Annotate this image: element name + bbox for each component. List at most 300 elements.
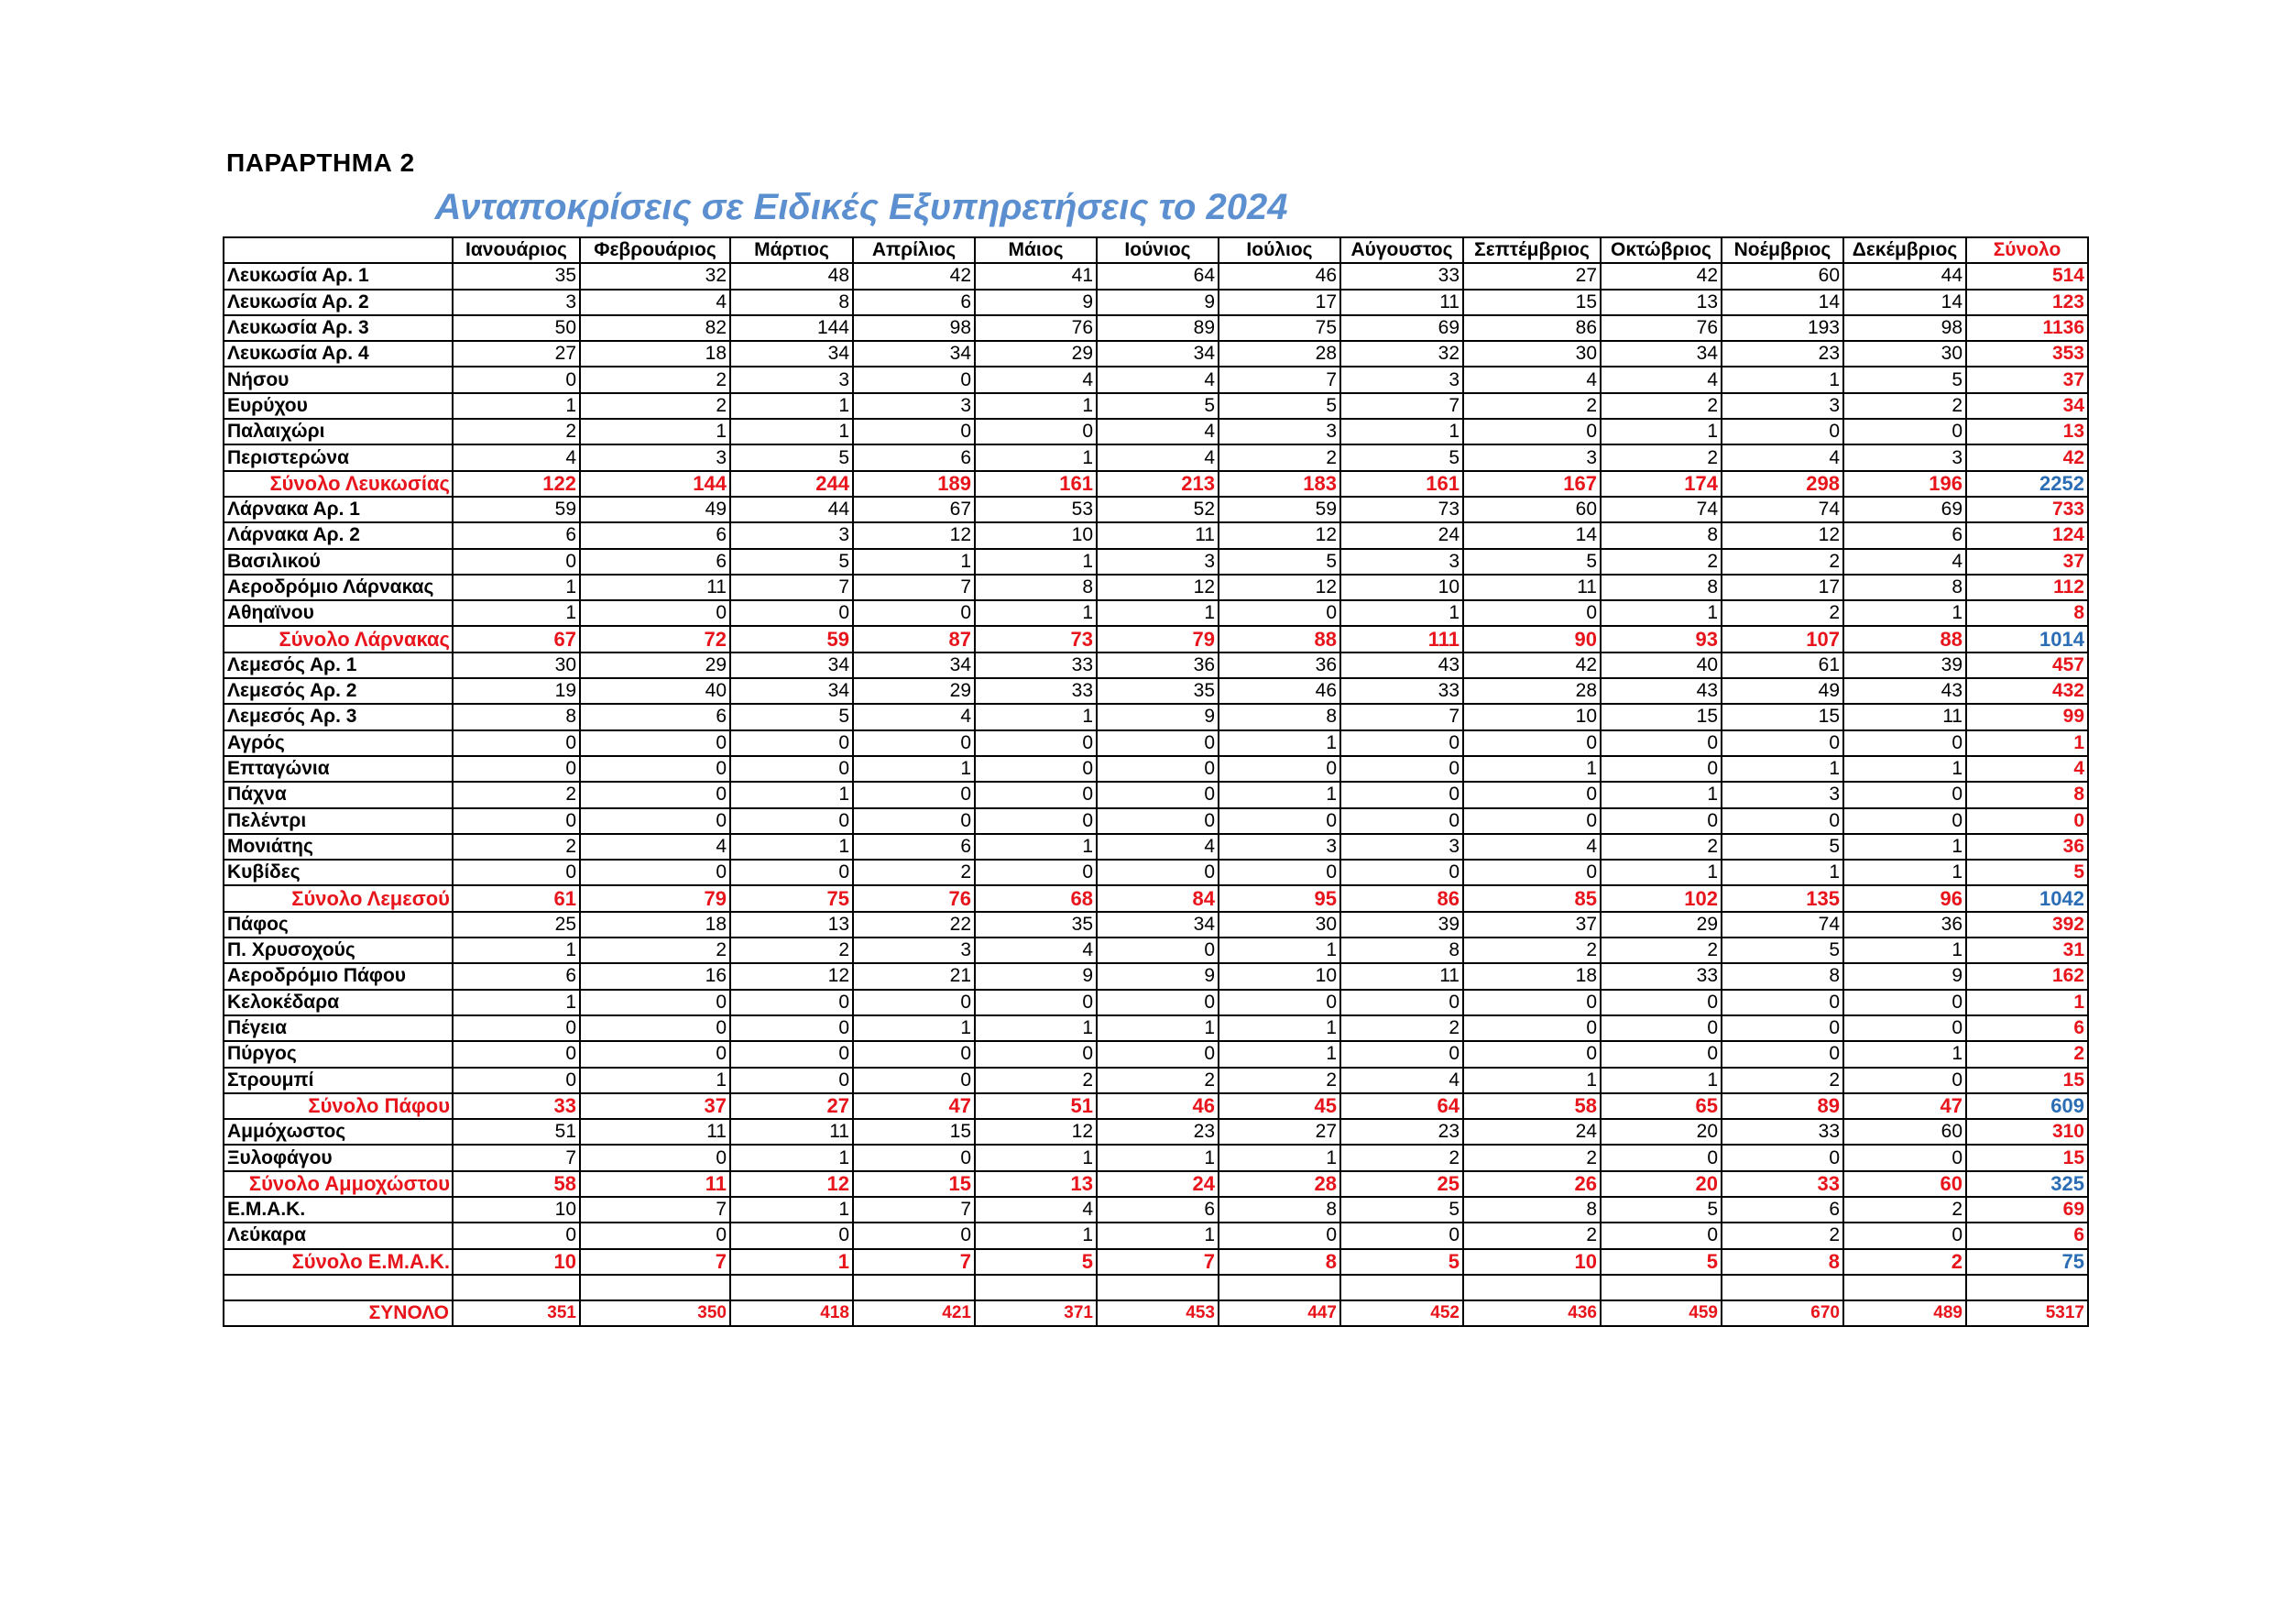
table-row bbox=[224, 1119, 2088, 1145]
month-value-cell: 1 bbox=[975, 549, 1097, 575]
month-value-cell: 7 bbox=[1340, 393, 1463, 419]
month-value-cell: 11 bbox=[1463, 575, 1601, 600]
month-value-cell: 22 bbox=[853, 912, 975, 938]
month-value-cell: 0 bbox=[580, 1041, 730, 1067]
month-value-cell: 0 bbox=[730, 756, 853, 782]
month-value-cell: 11 bbox=[580, 1119, 730, 1145]
month-value-cell: 75 bbox=[1219, 315, 1340, 341]
month-value-cell: 1 bbox=[1097, 1223, 1219, 1248]
month-value-cell: 12 bbox=[1722, 522, 1843, 548]
row-total-cell: 75 bbox=[1966, 1249, 2088, 1275]
month-value-cell: 47 bbox=[1843, 1093, 1966, 1119]
month-value-cell: 0 bbox=[853, 367, 975, 392]
month-value-cell: 298 bbox=[1722, 471, 1843, 497]
month-value-cell: 3 bbox=[1219, 419, 1340, 444]
table-row bbox=[224, 963, 2088, 989]
month-value-cell: 59 bbox=[1219, 497, 1340, 522]
month-value-cell: 11 bbox=[580, 1171, 730, 1197]
month-value-cell: 0 bbox=[1601, 990, 1722, 1015]
month-value-cell: 25 bbox=[1340, 1171, 1463, 1197]
month-value-cell: 8 bbox=[453, 704, 580, 729]
blank-cell bbox=[1219, 1275, 1340, 1300]
month-value-cell: 161 bbox=[1340, 471, 1463, 497]
month-value-cell: 13 bbox=[1601, 290, 1722, 315]
month-value-cell: 350 bbox=[580, 1300, 730, 1326]
month-value-cell: 135 bbox=[1722, 885, 1843, 911]
month-value-cell: 0 bbox=[1843, 1015, 1966, 1041]
table-row bbox=[224, 834, 2088, 860]
month-value-cell: 0 bbox=[1219, 756, 1340, 782]
month-value-cell: 453 bbox=[1097, 1300, 1219, 1326]
month-value-cell: 0 bbox=[1722, 419, 1843, 444]
month-value-cell: 30 bbox=[1219, 912, 1340, 938]
month-value-cell: 0 bbox=[1601, 756, 1722, 782]
row-total-cell: 99 bbox=[1966, 704, 2088, 729]
month-value-cell: 0 bbox=[730, 808, 853, 834]
month-value-cell: 1 bbox=[1843, 600, 1966, 626]
month-value-cell: 67 bbox=[453, 626, 580, 652]
month-value-cell: 8 bbox=[1340, 938, 1463, 963]
month-value-cell: 12 bbox=[1097, 575, 1219, 600]
month-value-cell: 6 bbox=[1097, 1197, 1219, 1223]
month-value-cell: 0 bbox=[580, 730, 730, 756]
row-label: Λευκωσία Αρ. 1 bbox=[224, 263, 453, 289]
table-row bbox=[224, 652, 2088, 678]
month-value-cell: 27 bbox=[1219, 1119, 1340, 1145]
subtotal-row bbox=[224, 1093, 2088, 1119]
row-total-cell: 13 bbox=[1966, 419, 2088, 444]
month-value-cell: 96 bbox=[1843, 885, 1966, 911]
month-value-cell: 1 bbox=[1097, 600, 1219, 626]
row-label: Σύνολο Πάφου bbox=[224, 1093, 453, 1119]
month-value-cell: 18 bbox=[580, 341, 730, 367]
month-value-cell: 0 bbox=[975, 808, 1097, 834]
header-month: Απρίλιος bbox=[853, 237, 975, 263]
table-row bbox=[224, 393, 2088, 419]
row-label: Π. Χρυσοχούς bbox=[224, 938, 453, 963]
month-value-cell: 6 bbox=[453, 522, 580, 548]
month-value-cell: 7 bbox=[453, 1145, 580, 1170]
month-value-cell: 40 bbox=[1601, 652, 1722, 678]
month-value-cell: 93 bbox=[1601, 626, 1722, 652]
month-value-cell: 2 bbox=[730, 938, 853, 963]
month-value-cell: 1 bbox=[853, 549, 975, 575]
header-month: Μάιος bbox=[975, 237, 1097, 263]
month-value-cell: 33 bbox=[1340, 678, 1463, 704]
month-value-cell: 82 bbox=[580, 315, 730, 341]
month-value-cell: 2 bbox=[1340, 1145, 1463, 1170]
table-row bbox=[224, 1197, 2088, 1223]
month-value-cell: 98 bbox=[1843, 315, 1966, 341]
row-total-cell: 392 bbox=[1966, 912, 2088, 938]
month-value-cell: 4 bbox=[453, 444, 580, 470]
month-value-cell: 0 bbox=[1219, 1223, 1340, 1248]
month-value-cell: 7 bbox=[580, 1197, 730, 1223]
month-value-cell: 4 bbox=[580, 290, 730, 315]
row-total-cell: 353 bbox=[1966, 341, 2088, 367]
month-value-cell: 0 bbox=[853, 419, 975, 444]
month-value-cell: 1 bbox=[1340, 600, 1463, 626]
row-label: Κυβίδες bbox=[224, 860, 453, 885]
month-value-cell: 3 bbox=[730, 522, 853, 548]
subtotal-row bbox=[224, 1249, 2088, 1275]
month-value-cell: 32 bbox=[580, 263, 730, 289]
month-value-cell: 15 bbox=[853, 1119, 975, 1145]
month-value-cell: 17 bbox=[1722, 575, 1843, 600]
month-value-cell: 46 bbox=[1097, 1093, 1219, 1119]
month-value-cell: 0 bbox=[1219, 808, 1340, 834]
month-value-cell: 26 bbox=[1463, 1171, 1601, 1197]
month-value-cell: 0 bbox=[1340, 990, 1463, 1015]
row-label: Αεροδρόμιο Πάφου bbox=[224, 963, 453, 989]
header-row bbox=[224, 237, 2088, 263]
month-value-cell: 1 bbox=[1843, 1041, 1966, 1067]
month-value-cell: 37 bbox=[580, 1093, 730, 1119]
month-value-cell: 3 bbox=[1463, 444, 1601, 470]
month-value-cell: 4 bbox=[1601, 367, 1722, 392]
month-value-cell: 4 bbox=[1340, 1068, 1463, 1093]
month-value-cell: 0 bbox=[975, 860, 1097, 885]
month-value-cell: 9 bbox=[1843, 963, 1966, 989]
month-value-cell: 0 bbox=[580, 782, 730, 807]
month-value-cell: 0 bbox=[1219, 990, 1340, 1015]
month-value-cell: 10 bbox=[453, 1249, 580, 1275]
month-value-cell: 58 bbox=[453, 1171, 580, 1197]
row-label: Λεμεσός Αρ. 1 bbox=[224, 652, 453, 678]
month-value-cell: 0 bbox=[1097, 782, 1219, 807]
row-total-cell: 4 bbox=[1966, 756, 2088, 782]
table-row bbox=[224, 290, 2088, 315]
month-value-cell: 79 bbox=[580, 885, 730, 911]
month-value-cell: 0 bbox=[1097, 756, 1219, 782]
month-value-cell: 0 bbox=[580, 1145, 730, 1170]
month-value-cell: 0 bbox=[1463, 730, 1601, 756]
month-value-cell: 1 bbox=[975, 393, 1097, 419]
table-row bbox=[224, 444, 2088, 470]
month-value-cell: 39 bbox=[1340, 912, 1463, 938]
month-value-cell: 10 bbox=[975, 522, 1097, 548]
month-value-cell: 2 bbox=[1097, 1068, 1219, 1093]
row-label: Λεύκαρα bbox=[224, 1223, 453, 1248]
month-value-cell: 0 bbox=[1843, 782, 1966, 807]
month-value-cell: 42 bbox=[1601, 263, 1722, 289]
blank-cell bbox=[1340, 1275, 1463, 1300]
month-value-cell: 1 bbox=[1097, 1145, 1219, 1170]
table-row bbox=[224, 1015, 2088, 1041]
month-value-cell: 0 bbox=[853, 1041, 975, 1067]
blank-cell bbox=[975, 1275, 1097, 1300]
page-title: Ανταποκρίσεις σε Ειδικές Εξυπηρετήσεις το 2024 bbox=[434, 187, 1288, 227]
month-value-cell: 6 bbox=[853, 834, 975, 860]
table-row bbox=[224, 600, 2088, 626]
month-value-cell: 12 bbox=[730, 1171, 853, 1197]
month-value-cell: 3 bbox=[730, 367, 853, 392]
row-total-cell: 1 bbox=[1966, 990, 2088, 1015]
month-value-cell: 0 bbox=[853, 730, 975, 756]
month-value-cell: 46 bbox=[1219, 678, 1340, 704]
month-value-cell: 4 bbox=[1097, 444, 1219, 470]
row-label: Στρουμπί bbox=[224, 1068, 453, 1093]
month-value-cell: 1 bbox=[1219, 1015, 1340, 1041]
month-value-cell: 34 bbox=[853, 341, 975, 367]
month-value-cell: 1 bbox=[975, 600, 1097, 626]
table-row bbox=[224, 730, 2088, 756]
month-value-cell: 23 bbox=[1097, 1119, 1219, 1145]
row-total-cell: 733 bbox=[1966, 497, 2088, 522]
month-value-cell: 0 bbox=[1340, 808, 1463, 834]
month-value-cell: 3 bbox=[1097, 549, 1219, 575]
month-value-cell: 13 bbox=[730, 912, 853, 938]
month-value-cell: 1 bbox=[1219, 730, 1340, 756]
row-total-cell: 124 bbox=[1966, 522, 2088, 548]
month-value-cell: 0 bbox=[853, 600, 975, 626]
month-value-cell: 11 bbox=[1097, 522, 1219, 548]
month-value-cell: 2 bbox=[975, 1068, 1097, 1093]
month-value-cell: 25 bbox=[453, 912, 580, 938]
row-total-cell: 8 bbox=[1966, 782, 2088, 807]
month-value-cell: 33 bbox=[1340, 263, 1463, 289]
month-value-cell: 5 bbox=[1722, 938, 1843, 963]
month-value-cell: 5 bbox=[730, 704, 853, 729]
month-value-cell: 4 bbox=[1463, 834, 1601, 860]
month-value-cell: 61 bbox=[453, 885, 580, 911]
month-value-cell: 0 bbox=[853, 990, 975, 1015]
month-value-cell: 0 bbox=[853, 808, 975, 834]
month-value-cell: 0 bbox=[1601, 730, 1722, 756]
month-value-cell: 29 bbox=[975, 341, 1097, 367]
month-value-cell: 64 bbox=[1097, 263, 1219, 289]
month-value-cell: 49 bbox=[580, 497, 730, 522]
month-value-cell: 2 bbox=[1722, 600, 1843, 626]
month-value-cell: 0 bbox=[853, 1068, 975, 1093]
month-value-cell: 0 bbox=[1463, 419, 1601, 444]
month-value-cell: 0 bbox=[453, 1041, 580, 1067]
month-value-cell: 49 bbox=[1722, 678, 1843, 704]
month-value-cell: 2 bbox=[1463, 938, 1601, 963]
row-total-cell: 123 bbox=[1966, 290, 2088, 315]
month-value-cell: 74 bbox=[1601, 497, 1722, 522]
month-value-cell: 50 bbox=[453, 315, 580, 341]
table-row bbox=[224, 341, 2088, 367]
month-value-cell: 144 bbox=[580, 471, 730, 497]
month-value-cell: 3 bbox=[1722, 393, 1843, 419]
blank-cell bbox=[1966, 1275, 2088, 1300]
month-value-cell: 43 bbox=[1601, 678, 1722, 704]
header-month: Σεπτέμβριος bbox=[1463, 237, 1601, 263]
row-label: Λάρνακα Αρ. 2 bbox=[224, 522, 453, 548]
month-value-cell: 1 bbox=[975, 1223, 1097, 1248]
month-value-cell: 2 bbox=[1601, 444, 1722, 470]
month-value-cell: 47 bbox=[853, 1093, 975, 1119]
month-value-cell: 19 bbox=[453, 678, 580, 704]
month-value-cell: 15 bbox=[1601, 704, 1722, 729]
month-value-cell: 65 bbox=[1601, 1093, 1722, 1119]
month-value-cell: 2 bbox=[453, 782, 580, 807]
month-value-cell: 3 bbox=[580, 444, 730, 470]
month-value-cell: 15 bbox=[1722, 704, 1843, 729]
row-total-cell: 162 bbox=[1966, 963, 2088, 989]
month-value-cell: 1 bbox=[580, 419, 730, 444]
month-value-cell: 7 bbox=[1340, 704, 1463, 729]
month-value-cell: 28 bbox=[1219, 341, 1340, 367]
row-label: Κελοκέδαρα bbox=[224, 990, 453, 1015]
month-value-cell: 11 bbox=[730, 1119, 853, 1145]
month-value-cell: 34 bbox=[1097, 341, 1219, 367]
month-value-cell: 1 bbox=[853, 756, 975, 782]
month-value-cell: 43 bbox=[1340, 652, 1463, 678]
month-value-cell: 2 bbox=[580, 938, 730, 963]
row-label: Ευρύχου bbox=[224, 393, 453, 419]
month-value-cell: 2 bbox=[1722, 549, 1843, 575]
month-value-cell: 86 bbox=[1340, 885, 1463, 911]
annex-label: ΠΑΡΑΡΤΗΜΑ 2 bbox=[226, 148, 415, 177]
month-value-cell: 2 bbox=[1843, 1197, 1966, 1223]
grand-total-row bbox=[224, 1300, 2088, 1326]
month-value-cell: 670 bbox=[1722, 1300, 1843, 1326]
month-value-cell: 15 bbox=[853, 1171, 975, 1197]
blank-cell bbox=[580, 1275, 730, 1300]
month-value-cell: 16 bbox=[580, 963, 730, 989]
month-value-cell: 5 bbox=[1601, 1249, 1722, 1275]
row-total-cell: 1042 bbox=[1966, 885, 2088, 911]
table-row bbox=[224, 938, 2088, 963]
month-value-cell: 371 bbox=[975, 1300, 1097, 1326]
month-value-cell: 0 bbox=[580, 1223, 730, 1248]
month-value-cell: 1 bbox=[1601, 1068, 1722, 1093]
month-value-cell: 98 bbox=[853, 315, 975, 341]
row-label: Λευκωσία Αρ. 4 bbox=[224, 341, 453, 367]
month-value-cell: 0 bbox=[1843, 990, 1966, 1015]
month-value-cell: 144 bbox=[730, 315, 853, 341]
row-label: Πάφος bbox=[224, 912, 453, 938]
month-value-cell: 9 bbox=[975, 290, 1097, 315]
month-value-cell: 3 bbox=[1340, 834, 1463, 860]
month-value-cell: 10 bbox=[1463, 704, 1601, 729]
blank-cell bbox=[1601, 1275, 1722, 1300]
row-total-cell: 37 bbox=[1966, 549, 2088, 575]
month-value-cell: 28 bbox=[1463, 678, 1601, 704]
month-value-cell: 0 bbox=[580, 860, 730, 885]
row-total-cell: 8 bbox=[1966, 600, 2088, 626]
month-value-cell: 34 bbox=[730, 341, 853, 367]
table-row bbox=[224, 912, 2088, 938]
month-value-cell: 9 bbox=[975, 963, 1097, 989]
month-value-cell: 51 bbox=[453, 1119, 580, 1145]
month-value-cell: 10 bbox=[1463, 1249, 1601, 1275]
month-value-cell: 58 bbox=[1463, 1093, 1601, 1119]
month-value-cell: 0 bbox=[1463, 860, 1601, 885]
blank-cell bbox=[224, 1275, 453, 1300]
row-total-cell: 0 bbox=[1966, 808, 2088, 834]
month-value-cell: 1 bbox=[730, 393, 853, 419]
month-value-cell: 14 bbox=[1843, 290, 1966, 315]
month-value-cell: 30 bbox=[1463, 341, 1601, 367]
month-value-cell: 0 bbox=[853, 782, 975, 807]
month-value-cell: 1 bbox=[1463, 756, 1601, 782]
table-row bbox=[224, 1145, 2088, 1170]
month-value-cell: 167 bbox=[1463, 471, 1601, 497]
month-value-cell: 85 bbox=[1463, 885, 1601, 911]
row-label: Πύργος bbox=[224, 1041, 453, 1067]
month-value-cell: 35 bbox=[453, 263, 580, 289]
month-value-cell: 1 bbox=[1097, 1015, 1219, 1041]
month-value-cell: 2 bbox=[453, 419, 580, 444]
month-value-cell: 0 bbox=[730, 1068, 853, 1093]
month-value-cell: 0 bbox=[453, 730, 580, 756]
month-value-cell: 7 bbox=[853, 1197, 975, 1223]
month-value-cell: 0 bbox=[1843, 730, 1966, 756]
row-label: Πέγεια bbox=[224, 1015, 453, 1041]
month-value-cell: 0 bbox=[730, 1223, 853, 1248]
month-value-cell: 7 bbox=[853, 575, 975, 600]
header-month: Ιούλιος bbox=[1219, 237, 1340, 263]
blank-cell bbox=[730, 1275, 853, 1300]
month-value-cell: 1 bbox=[730, 1145, 853, 1170]
month-value-cell: 69 bbox=[1843, 497, 1966, 522]
month-value-cell: 1 bbox=[1843, 860, 1966, 885]
month-value-cell: 36 bbox=[1219, 652, 1340, 678]
month-value-cell: 10 bbox=[1340, 575, 1463, 600]
month-value-cell: 34 bbox=[853, 652, 975, 678]
month-value-cell: 8 bbox=[1219, 1249, 1340, 1275]
row-label: Πάχνα bbox=[224, 782, 453, 807]
row-total-cell: 5 bbox=[1966, 860, 2088, 885]
row-total-cell: 5317 bbox=[1966, 1300, 2088, 1326]
month-value-cell: 1 bbox=[453, 600, 580, 626]
month-value-cell: 2 bbox=[853, 860, 975, 885]
month-value-cell: 447 bbox=[1219, 1300, 1340, 1326]
month-value-cell: 0 bbox=[1722, 730, 1843, 756]
month-value-cell: 1 bbox=[730, 419, 853, 444]
month-value-cell: 5 bbox=[1219, 549, 1340, 575]
month-value-cell: 43 bbox=[1843, 678, 1966, 704]
month-value-cell: 3 bbox=[453, 290, 580, 315]
month-value-cell: 122 bbox=[453, 471, 580, 497]
month-value-cell: 3 bbox=[1722, 782, 1843, 807]
month-value-cell: 8 bbox=[1219, 704, 1340, 729]
month-value-cell: 84 bbox=[1097, 885, 1219, 911]
month-value-cell: 2 bbox=[1463, 1223, 1601, 1248]
month-value-cell: 183 bbox=[1219, 471, 1340, 497]
month-value-cell: 33 bbox=[453, 1093, 580, 1119]
month-value-cell: 67 bbox=[853, 497, 975, 522]
month-value-cell: 8 bbox=[975, 575, 1097, 600]
row-label: Αμμόχωστος bbox=[224, 1119, 453, 1145]
month-value-cell: 0 bbox=[1843, 1068, 1966, 1093]
month-value-cell: 15 bbox=[1463, 290, 1601, 315]
month-value-cell: 1 bbox=[975, 1145, 1097, 1170]
month-value-cell: 1 bbox=[1722, 756, 1843, 782]
blank-row bbox=[224, 1275, 2088, 1300]
month-value-cell: 7 bbox=[730, 575, 853, 600]
month-value-cell: 0 bbox=[1843, 1223, 1966, 1248]
month-value-cell: 87 bbox=[853, 626, 975, 652]
subtotal-row bbox=[224, 471, 2088, 497]
month-value-cell: 4 bbox=[975, 938, 1097, 963]
month-value-cell: 111 bbox=[1340, 626, 1463, 652]
month-value-cell: 13 bbox=[975, 1171, 1097, 1197]
month-value-cell: 0 bbox=[1097, 808, 1219, 834]
month-value-cell: 0 bbox=[1340, 860, 1463, 885]
row-total-cell: 6 bbox=[1966, 1015, 2088, 1041]
month-value-cell: 0 bbox=[1097, 1041, 1219, 1067]
month-value-cell: 0 bbox=[853, 1145, 975, 1170]
header-month: Ιούνιος bbox=[1097, 237, 1219, 263]
row-total-cell: 1 bbox=[1966, 730, 2088, 756]
month-value-cell: 52 bbox=[1097, 497, 1219, 522]
row-total-cell: 42 bbox=[1966, 444, 2088, 470]
month-value-cell: 48 bbox=[730, 263, 853, 289]
